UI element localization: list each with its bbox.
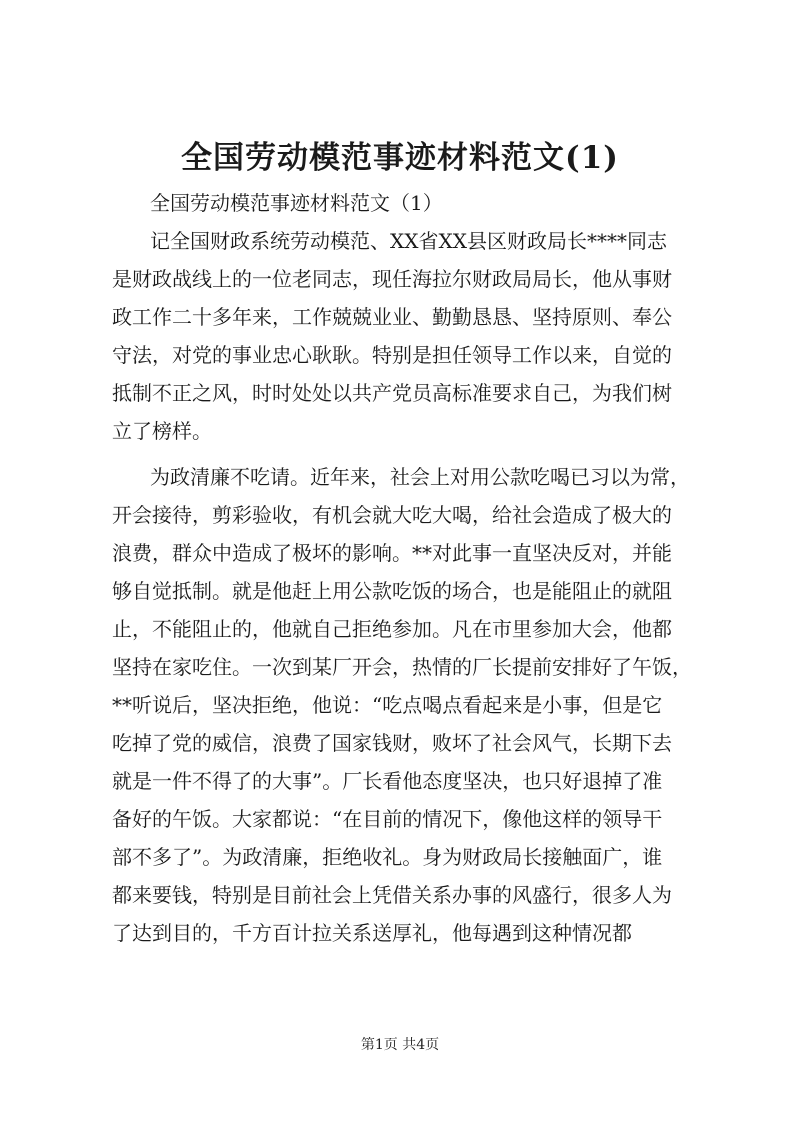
paragraph-line: **听说后，坚决拒绝，他说：“吃点喝点看起来是小事，但是它 bbox=[112, 693, 663, 717]
paragraph-line: 抵制不正之风，时时处处以共产党员高标准要求自己，为我们树 bbox=[112, 381, 672, 405]
paragraph-line: 政工作二十多年来，工作兢兢业业、勤勤恳恳、坚持原则、奉公 bbox=[112, 305, 672, 329]
paragraph-line: 为政清廉不吃请。近年来，社会上对用公款吃喝已习以为常， bbox=[150, 465, 690, 489]
paragraph-line: 坚持在家吃住。一次到某厂开会，热情的厂长提前安排好了午饭， bbox=[112, 655, 692, 679]
paragraph-2 bbox=[112, 458, 692, 952]
paragraph-line: 够自觉抵制。就是他赶上用公款吃饭的场合，也是能阻止的就阻 bbox=[112, 579, 672, 603]
document-body bbox=[112, 184, 692, 952]
paragraph-line: 就是一件不得了的大事”。厂长看他态度坚决，也只好退掉了准 bbox=[112, 769, 663, 793]
document-title: 全国劳动模范事迹材料范文(1) bbox=[181, 140, 619, 176]
paragraph-line: 浪费，群众中造成了极坏的影响。**对此事一直坚决反对，并能 bbox=[112, 541, 672, 565]
paragraph-line: 吃掉了党的威信，浪费了国家钱财，败坏了社会风气，长期下去 bbox=[112, 731, 672, 755]
document-subtitle: 全国劳动模范事迹材料范文（1） bbox=[150, 191, 443, 215]
paragraph-line: 是财政战线上的一位老同志，现任海拉尔财政局局长，他从事财 bbox=[112, 267, 672, 291]
paragraph-line: 守法，对党的事业忠心耿耿。特别是担任领导工作以来，自觉的 bbox=[112, 343, 672, 367]
paragraph-line: 记全国财政系统劳动模范、XX省XX县区财政局长****同志 bbox=[150, 229, 667, 253]
paragraph-line: 备好的午饭。大家都说：“在目前的情况下，像他这样的领导干 bbox=[112, 807, 663, 831]
page-number: 第1页 共4页 bbox=[360, 1037, 440, 1053]
paragraph-line: 都来要钱，特别是目前社会上凭借关系办事的风盛行，很多人为 bbox=[112, 883, 672, 907]
paragraph-line: 部不多了”。为政清廉，拒绝收礼。身为财政局长接触面广，谁 bbox=[112, 845, 663, 869]
paragraph-line: 止，不能阻止的，他就自己拒绝参加。凡在市里参加大会，他都 bbox=[112, 617, 672, 641]
paragraph-line: 立了榜样。 bbox=[112, 419, 212, 443]
paragraph-line: 了达到目的，千方百计拉关系送厚礼，他每遇到这种情况都 bbox=[112, 921, 632, 945]
paragraph-line: 开会接待，剪彩验收，有机会就大吃大喝，给社会造成了极大的 bbox=[112, 503, 672, 527]
paragraph-1 bbox=[112, 222, 692, 450]
